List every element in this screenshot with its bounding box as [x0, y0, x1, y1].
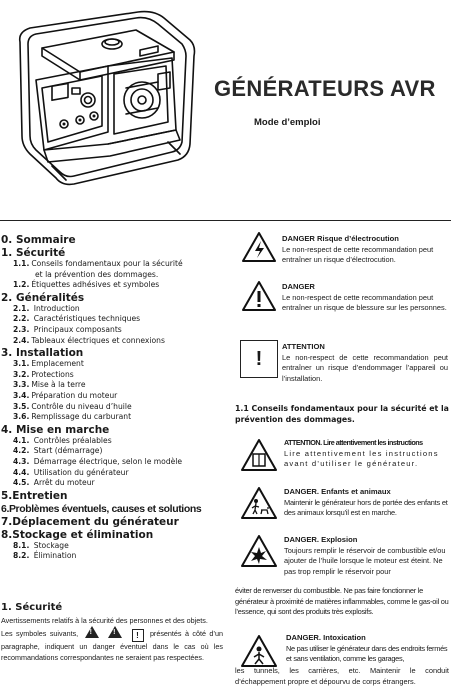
toc-section-heading: 6.Problèmes éventuels, causes et solutions	[1, 502, 202, 515]
section-paragraph: Les symboles suivants, ! ! ! présentés à côté d’un paragraphe, indiquent un danger éventuel dans le cas où les recommandations correspondantes ne seraient pas respectées.	[1, 626, 223, 663]
toc-section-heading: 4. Mise en marche	[1, 423, 110, 436]
toc-item: 3.2. Protections	[13, 369, 74, 379]
danger-triangle-icon	[241, 280, 277, 312]
toc-item: 2.3. Principaux composants	[13, 324, 122, 334]
children-animals-icon	[240, 486, 278, 520]
toc-section-heading: 8.Stockage et élimination	[1, 528, 154, 541]
instruction-text: Toujours remplir le réservoir de combustible et/ou ajouter de l’huile lorsque le moteur est éteint. Ne pas trop remplir le réservoir pour	[284, 545, 446, 576]
instruction-text: Lire attentivement les instructions avant d’utiliser le générateur.	[284, 448, 439, 469]
warning-triangle-icon	[85, 626, 99, 638]
toc-title: 0. Sommaire	[1, 234, 76, 246]
toc-item: 3.3. Mise à la terre	[13, 380, 86, 390]
instruction-label: DANGER. Intoxication	[286, 633, 366, 642]
toc-item: 2.4. Tableaux électriques et connexions	[13, 335, 165, 345]
warning-label: DANGER Risque d’électrocution	[282, 234, 399, 243]
instruction-text: Ne pas utiliser le générateur dans des endroits fermés et sans ventilation, comme les garages,	[286, 643, 448, 664]
toc-item: 3.6. Remplissage du carburant	[13, 412, 132, 422]
instruction-read-manual	[284, 438, 450, 470]
toc-section-heading: 3. Installation	[1, 347, 84, 360]
toc-section-heading: 5.Entretien	[1, 489, 68, 502]
toc-item: 4.3. Démarrage électrique, selon le modèle	[13, 456, 183, 466]
read-manual-icon	[240, 438, 278, 472]
electric-hazard-icon	[241, 231, 277, 263]
toc-item: 8.2. Élimination	[13, 551, 77, 561]
warning-label: ATTENTION	[282, 342, 325, 351]
toc-item: 1.2. Étiquettes adhésives et symboles	[13, 280, 160, 290]
warning-text: Le non-respect de cette recommandation peut entraîner un risque d’électrocution.	[282, 244, 434, 265]
warning-electrocution	[282, 234, 448, 266]
warning-danger	[282, 282, 448, 314]
table-of-contents	[1, 234, 223, 562]
toc-item: 3.5. Contrôle du niveau d’huile	[13, 401, 132, 411]
intoxication-icon	[240, 634, 278, 668]
section-title: 1. Sécurité	[1, 602, 63, 613]
document-subtitle: Mode d’emploi	[254, 117, 321, 128]
document-title: GÉNÉRATEURS AVR	[214, 76, 436, 101]
instruction-label: DANGER. Enfants et animaux	[284, 487, 391, 496]
warning-text: Le non-respect de cette recommandation peut entraîner un risque de blessure sur les personnes.	[282, 292, 447, 313]
instruction-text-continued: les tunnels, les carrières, etc. Maintenir le conduit d’échappement propre et dépourvu de corps étrangers.	[235, 666, 449, 686]
toc-item: 3.1. Emplacement	[13, 359, 84, 369]
section-1-securite	[1, 602, 223, 663]
toc-section-heading: 7.Déplacement du générateur	[1, 515, 179, 528]
toc-section-heading: 2. Généralités	[1, 291, 85, 304]
attention-box-icon: !	[132, 629, 144, 642]
toc-item: 4.5. Arrêt du moteur	[13, 478, 95, 488]
toc-item: 8.1. Stockage	[13, 540, 69, 550]
toc-item: 1.1. Conseils fondamentaux pour la sécurité et la prévention des dommages.	[13, 259, 183, 279]
toc-item: 4.1. Contrôles préalables	[13, 435, 112, 445]
instruction-children	[284, 487, 450, 519]
warning-text: Le non-respect de cette recommandation peut entraîner un risque d’endommager l’appareil ou l’installation.	[282, 352, 448, 383]
warning-label: DANGER	[282, 282, 315, 291]
toc-item: 4.4. Utilisation du générateur	[13, 467, 129, 477]
instruction-text: Maintenir le générateur hors de portée des enfants et des animaux lorsqu’il est en marche.	[284, 497, 448, 518]
instruction-intoxication	[286, 633, 448, 665]
explosion-icon	[240, 534, 278, 568]
instruction-label: DANGER. Explosion	[284, 535, 358, 544]
toc-section-heading: 1. Sécurité	[1, 247, 66, 259]
toc-item: 2.2. Caractéristiques techniques	[13, 314, 141, 324]
header-divider	[0, 220, 451, 221]
toc-item: 2.1. Introduction	[13, 303, 80, 313]
warning-triangle-icon	[108, 626, 122, 638]
instruction-explosion	[284, 535, 448, 577]
generator-illustration	[8, 4, 204, 194]
warning-attention	[282, 342, 448, 384]
attention-exclamation-icon: !	[240, 340, 278, 378]
toc-item: 3.4. Préparation du moteur	[13, 390, 118, 400]
section-paragraph: Avertissements relatifs à la sécurité des personnes et des objets.	[1, 616, 208, 625]
instruction-text-continued: éviter de renverser du combustible. Ne pas faire fonctionner le générateur à proximité de matières inflammables, comme le gas-oil ou l’essence, qui sont des produits très explosifs.	[235, 586, 449, 617]
toc-item: 4.2. Start (démarrage)	[13, 446, 103, 456]
instruction-label: ATTENTION. Lire attentivement les instructions	[284, 438, 423, 447]
section-1-1-title: 1.1 Conseils fondamentaux pour la sécurité et la prévention des dommages.	[235, 404, 449, 424]
